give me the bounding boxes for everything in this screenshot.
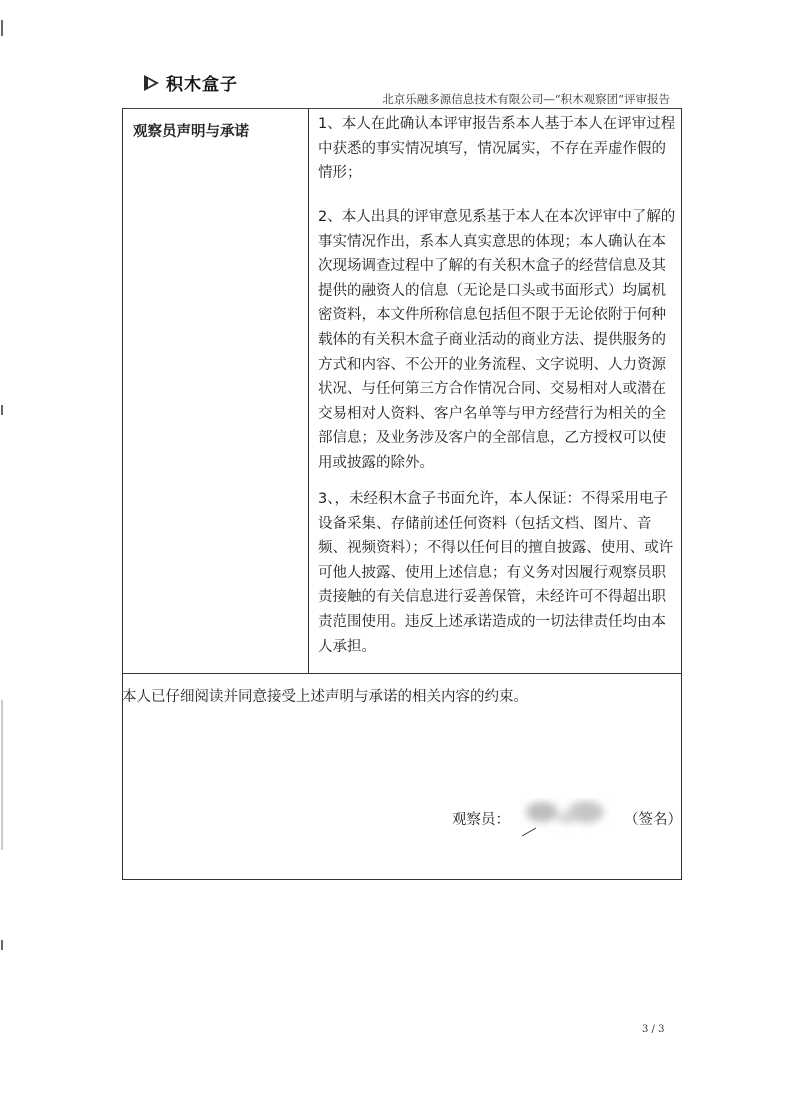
- table-border-right: [681, 108, 682, 880]
- clause-text: 本人出具的评审意见系基于本人在本次评审中了解的事实情况作出，系本人真实意思的体现；本人确认在本次现场调查过程中了解的有关积木盒子的经营信息及其提供的融资人的信息（无论是口头或书面形式）均属机密资料，本文件所称信息包括但不限于无论依附于何种载体的有关积木盒子商业活动的商业方法、提供服务的方式和内容、不公开的业务流程、文字说明、人力资源状况、与任何第三方合作情况合同、交易相对人或潜在交易相对人资料、客户名单等与甲方经营行为相关的全部信息；及业务涉及客户的全部信息，乙方授权可以使用或披露的除外。: [318, 209, 676, 471]
- table-border-left: [122, 108, 123, 880]
- header-rule: [122, 108, 682, 109]
- scan-edge-mark: [1, 940, 3, 950]
- logo-mark-icon: [142, 73, 162, 93]
- scan-edge-mark: [1, 700, 3, 850]
- acknowledgement-text: 本人已仔细阅读并同意接受上述声明与承诺的相关内容的约束。: [122, 689, 528, 705]
- table-row-divider: [122, 673, 682, 674]
- scan-edge-mark: [1, 405, 3, 415]
- clause-number: 1、: [318, 116, 342, 132]
- signature-note: （签名）: [624, 812, 682, 828]
- logo-text: 积木盒子: [166, 75, 238, 95]
- table-column-divider: [308, 108, 309, 673]
- clause-number: 2、: [318, 209, 342, 225]
- section-label: 观察员声明与承诺: [133, 124, 249, 140]
- scan-edge-mark: [1, 20, 3, 36]
- clause-2: [318, 205, 678, 476]
- table-border-bottom: [122, 879, 682, 880]
- clause-text: ，未经积木盒子书面允许，本人保证：不得采用电子设备采集、存储前述任何资料（包括文档、图片、音频、视频资料）；不得以任何目的擅自披露、使用、或许可他人披露、使用上述信息；有义务对因履行观察员职责接触的有关信息进行妥善保管，未经许可不得超出职责范围使用。违反上述承诺造成的一切法律责任均由本人承担。: [318, 491, 674, 655]
- clause-text: 本人在此确认本评审报告系本人基于本人在评审过程中获悉的事实情况填写，情况属实，不存在弄虚作假的情形；: [318, 116, 676, 182]
- clause-3: [318, 487, 678, 659]
- clause-number: 3、: [318, 491, 335, 507]
- page-number: 3 / 3: [642, 1024, 665, 1035]
- blurred-signature: [520, 798, 612, 838]
- observer-label: 观察员：: [452, 812, 510, 828]
- clause-1: [318, 112, 678, 186]
- report-header-title: 北京乐融多源信息技术有限公司—“积木观察团”评审报告: [382, 92, 670, 106]
- company-logo: [142, 70, 238, 95]
